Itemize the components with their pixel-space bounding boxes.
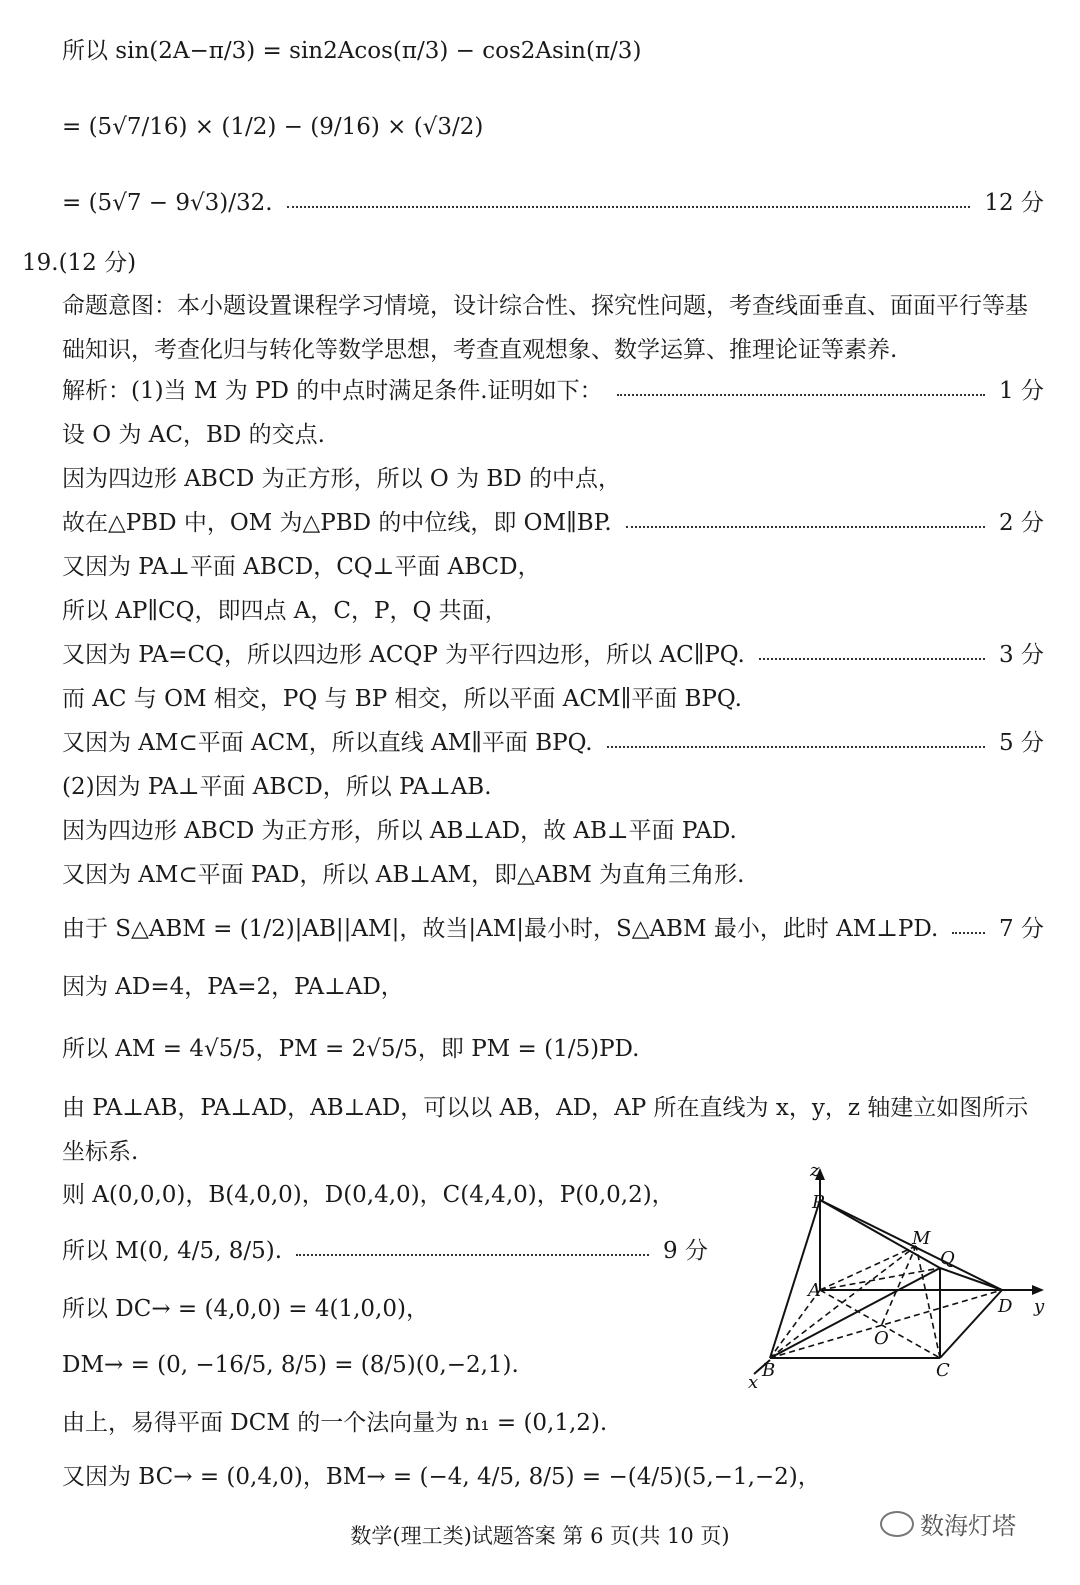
label-M: M <box>912 1228 931 1249</box>
score: 12 分 <box>984 190 1044 216</box>
score: 3 分 <box>999 642 1044 668</box>
label-Q: Q <box>940 1248 955 1269</box>
line-result <box>62 188 1044 218</box>
solution-line: 解析：(1)当 M 为 PD 的中点时满足条件.证明如下： 1 分 <box>62 378 1044 404</box>
score: 7 分 <box>999 916 1044 942</box>
label-y: y <box>1034 1296 1045 1317</box>
solution-line: 又因为 PA⊥平面 ABCD，CQ⊥平面 ABCD， <box>62 554 541 580</box>
solution-line: 所以 AM = 4√5/5，PM = 2√5/5，即 PM = (1/5)PD. <box>62 1036 640 1062</box>
solution-line: (2)因为 PA⊥平面 ABCD，所以 PA⊥AB. <box>62 774 492 800</box>
score: 5 分 <box>999 730 1044 756</box>
wechat-icon <box>880 1511 914 1537</box>
label-A: A <box>808 1280 821 1301</box>
label-x: x <box>748 1372 759 1393</box>
edge-BQ <box>770 1268 940 1358</box>
solution-line: 由上，易得平面 DCM 的一个法向量为 n₁ = (0,1,2). <box>62 1410 608 1436</box>
edge-OM <box>882 1246 916 1324</box>
solution-line: 所以 DC→ = (4,0,0) = 4(1,0,0)， <box>62 1296 429 1322</box>
dot-leader <box>287 206 971 208</box>
solution-line: 由于 S△ABM = (1/2)|AB||AM|，故当|AM|最小时，S△ABM 最小，此时 AM⊥PD. 7 分 <box>62 916 1044 942</box>
solution-line: 又因为 BC→ = (0,4,0)，BM→ = (−4, 4/5, 8/5) = −(4/5)(5,−1,−2)， <box>62 1464 821 1490</box>
solution-line: 又因为 AM⊂平面 PAD，所以 AB⊥AM，即△ABM 为直角三角形. <box>62 862 745 888</box>
edge-BM <box>770 1246 916 1358</box>
label-z: z <box>810 1160 820 1181</box>
solution-line: 又因为 PA=CQ，所以四边形 ACQP 为平行四边形，所以 AC∥PQ. 3 分 <box>62 642 1044 668</box>
solution-line: 故在△PBD 中，OM 为△PBD 的中位线，即 OM∥BP. 2 分 <box>62 510 1044 536</box>
edge-CM <box>916 1246 940 1358</box>
label-P: P <box>812 1192 825 1213</box>
solution-line: 而 AC 与 OM 相交，PQ 与 BP 相交，所以平面 ACM∥平面 BPQ. <box>62 686 742 712</box>
solution-line: 所以 AP∥CQ，即四点 A，C，P，Q 共面， <box>62 598 508 624</box>
question-header: 19.(12 分) <box>22 250 137 276</box>
result-text: = (5√7 − 9√3)/32. <box>62 190 273 216</box>
score: 2 分 <box>999 510 1044 536</box>
intent-paragraph: 命题意图：本小题设置课程学习情境，设计综合性、探究性问题，考查线面垂直、面面平行等基础知识，考查化归与转化等数学思想，考查直观想象、数学运算、推理论证等素养. <box>62 293 1028 363</box>
line-sin-expansion: 所以 sin(2A−π/3) = sin2Acos(π/3) − cos2Asin(π/3) <box>62 38 642 64</box>
edge-CD <box>940 1290 1002 1358</box>
edge-PB <box>770 1200 820 1358</box>
score: 9 分 <box>663 1238 708 1264</box>
pyramid-figure <box>740 1160 1050 1400</box>
edge-AQ <box>820 1268 940 1290</box>
label-C: C <box>936 1360 950 1381</box>
label-B: B <box>762 1360 776 1381</box>
label-O: O <box>874 1328 889 1349</box>
solution-line: 设 O 为 AC，BD 的交点. <box>62 422 325 448</box>
solution-paragraph: 由 PA⊥AB，PA⊥AD，AB⊥AD，可以以 AB，AD，AP 所在直线为 x，y，z 轴建立如图所示坐标系. <box>62 1095 1029 1165</box>
solution-line: 因为 AD=4，PA=2，PA⊥AD， <box>62 974 404 1000</box>
solution-line: 则 A(0,0,0)，B(4,0,0)，D(0,4,0)，C(4,4,0)，P(0,0,2)， <box>62 1182 675 1208</box>
solution-line: 又因为 AM⊂平面 ACM，所以直线 AM∥平面 BPQ. 5 分 <box>62 730 1044 756</box>
edge-PD <box>820 1200 1002 1290</box>
label-D: D <box>998 1296 1013 1317</box>
solution-line: 所以 M(0, 4/5, 8/5). 9 分 <box>62 1238 708 1264</box>
score: 1 分 <box>999 378 1044 404</box>
page-footer: 数学(理工类)试题答案 第 6 页(共 10 页) <box>350 1524 730 1548</box>
solution-line: 因为四边形 ABCD 为正方形，所以 O 为 BD 的中点， <box>62 466 622 492</box>
watermark: 数海灯塔 <box>880 1506 1016 1541</box>
solution-line: DM→ = (0, −16/5, 8/5) = (8/5)(0,−2,1). <box>62 1352 519 1378</box>
edge-QD <box>940 1268 1002 1290</box>
solution-line: 因为四边形 ABCD 为正方形，所以 AB⊥AD，故 AB⊥平面 PAD. <box>62 818 737 844</box>
line-substitution: = (5√7/16) × (1/2) − (9/16) × (√3/2) <box>62 114 484 140</box>
